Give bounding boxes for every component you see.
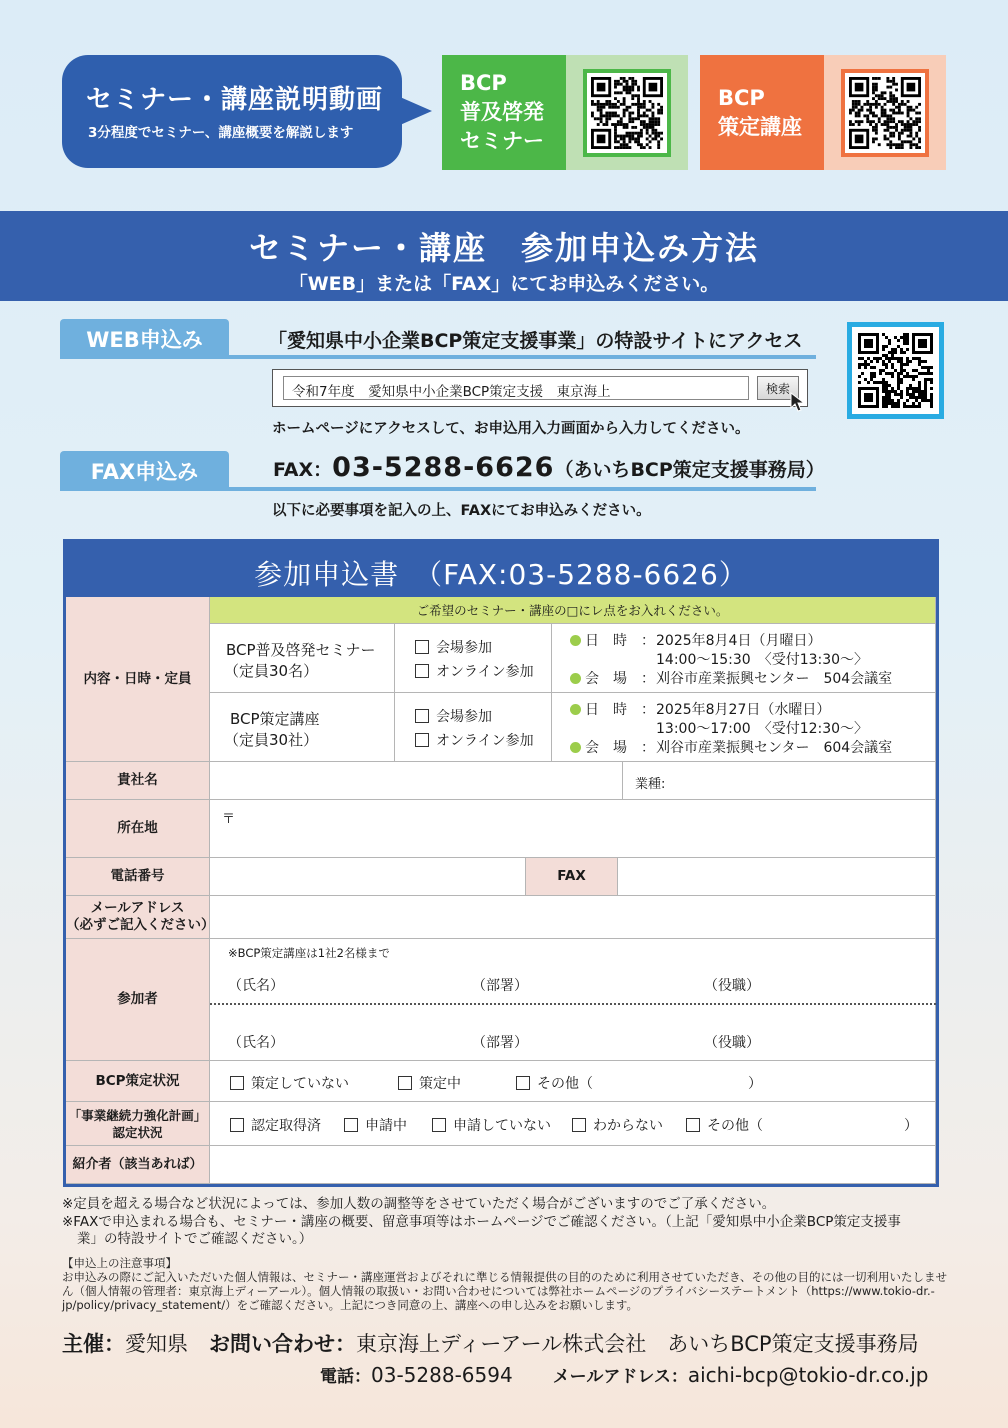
participants-note: ※BCP策定講座は1社2名様まで [228, 946, 390, 960]
checkbox[interactable] [516, 1076, 530, 1090]
fax-instruction: 以下に必要事項を記入の上、FAXにてお申込みください。 [272, 503, 651, 519]
note-2a: ※FAXで申込まれる場合も、セミナー・講座の概要、留意事項等はホームページでご確認ください。（上記「愛知県中小企業BCP策定支援事 [62, 1214, 901, 1230]
seminar-venue: 刈谷市産業振興センター 504会議室 [656, 671, 893, 687]
content-label: 内容・日時・定員 [66, 597, 210, 762]
address-label: 所在地 [66, 800, 210, 858]
postal-mark: 〒 [222, 812, 236, 827]
caution-title: 【申込上の注意事項】 [62, 1256, 177, 1270]
course-venue: 刈谷市産業振興センター 604会議室 [656, 740, 893, 756]
seminar-detail-cell: 日 時 ： 2025年8月4日（月曜日） 14:00〜15:30 〈受付13:30〜〉 会 場 ： 刈谷市産業振興センター 504会議室 [552, 624, 936, 693]
fax-field-label: FAX [526, 858, 618, 896]
bcp-status-option-2[interactable]: 策定中 [398, 1073, 461, 1093]
checkbox[interactable] [572, 1118, 586, 1132]
plan-option-3[interactable]: 申請していない [432, 1115, 551, 1135]
bcp-status-close: ） [748, 1076, 762, 1092]
plan-option-5[interactable]: その他（ [686, 1115, 763, 1135]
course-name: BCP策定講座 [230, 710, 320, 728]
fax-line [273, 452, 825, 483]
web-instruction: ホームページにアクセスして、お申込用入力画面から入力してください。 [272, 421, 750, 437]
video-title: セミナー・講座説明動画 [86, 85, 384, 115]
seminar-onsite-option[interactable]: 会場参加 [415, 637, 492, 657]
course-detail-cell: 日 時 ： 2025年8月27日（水曜日） 13:00〜17:00 〈受付12:30〜〉 会 場 ： 刈谷市産業振興センター 604会議室 [552, 693, 936, 762]
fax-number: 03-5288-6626 [332, 452, 555, 483]
application-form [63, 539, 939, 1187]
web-heading: 「愛知県中小企業BCP策定支援事業」の特設サイトにアクセス [268, 330, 803, 352]
course-qr-code-icon[interactable] [841, 69, 929, 157]
form-header [66, 542, 936, 597]
seminar-time: 14:00〜15:30 〈受付13:30〜〉 [656, 652, 869, 668]
plan-certification-label: 「事業継続力強化計画」 認定状況 [66, 1102, 210, 1146]
checkbox[interactable] [398, 1076, 412, 1090]
video-callout [62, 55, 402, 168]
seminar-qr-area [566, 55, 688, 170]
course-onsite-option[interactable]: 会場参加 [415, 706, 492, 726]
course-name-cell [210, 693, 395, 762]
fax-divider [60, 487, 816, 491]
course-options-cell [395, 693, 552, 762]
video-subtitle: 3分程度でセミナー、講座概要を解説します [88, 125, 354, 141]
participants-field[interactable] [210, 939, 936, 1061]
checkbox[interactable] [344, 1118, 358, 1132]
participant-2-role: （役職） [704, 1035, 760, 1051]
email-label: メールアドレス （必ずご記入ください） [66, 896, 210, 939]
participant-2-name: （氏名） [228, 1035, 284, 1051]
web-apply-pill: WEB申込み [60, 319, 229, 359]
fax-organization: （あいちBCP策定支援事務局） [554, 459, 825, 481]
plan-option-2[interactable]: 申請中 [344, 1115, 407, 1135]
note-2b: 業」の特設サイトでご確認ください。） [77, 1231, 313, 1247]
checkbox[interactable] [230, 1076, 244, 1090]
search-input[interactable]: 令和7年度 愛知県中小企業BCP策定支援 東京海上 [283, 376, 749, 400]
course-capacity: （定員30社） [224, 731, 319, 749]
checkbox[interactable] [415, 664, 429, 678]
bcp-status-label: BCP策定状況 [66, 1061, 210, 1102]
address-field[interactable] [210, 800, 936, 858]
bullet-icon [570, 704, 581, 715]
checkbox[interactable] [432, 1118, 446, 1132]
phone-field[interactable] [210, 858, 526, 896]
fax-label: FAX： [273, 459, 333, 481]
mouse-cursor-icon [790, 392, 806, 412]
phone-label: 電話番号 [66, 858, 210, 896]
referrer-field[interactable] [210, 1146, 936, 1184]
course-date: 2025年8月27日（水曜日） [656, 702, 831, 718]
form-hint: ご希望のセミナー・講座の□にレ点をお入れください。 [210, 597, 936, 624]
form-title: 参加申込書 （FAX:03-5288-6626） [254, 558, 748, 591]
company-field[interactable] [210, 762, 623, 800]
caution-line-1: お申込みの際にご記入いただいた個人情報は、セミナー・講座運営およびそれに準じる情報提供の目的のために利用させていただき、その他の目的には一切利用いたしませ [62, 1270, 948, 1284]
participant-1-role: （役職） [704, 978, 760, 994]
industry-label: 業種: [635, 777, 666, 792]
bcp-status-option-1[interactable]: 策定していない [230, 1073, 349, 1093]
fax-apply-pill: FAX申込み [60, 451, 229, 491]
seminar-qr-code-icon[interactable] [583, 69, 671, 157]
search-button[interactable]: 検索 [757, 376, 799, 400]
fax-field[interactable] [618, 858, 936, 896]
industry-field[interactable] [623, 762, 936, 800]
checkbox[interactable] [415, 709, 429, 723]
company-label: 貴社名 [66, 762, 210, 800]
contact-name: 東京海上ディーアール株式会社 あいちBCP策定支援事務局 [356, 1332, 919, 1356]
course-time: 13:00〜17:00 〈受付12:30〜〉 [656, 721, 869, 737]
search-bar [272, 369, 808, 407]
plan-option-4[interactable]: わからない [572, 1115, 663, 1135]
seminar-capacity: （定員30名） [224, 662, 319, 680]
plan-option-1[interactable]: 認定取得済 [230, 1115, 321, 1135]
bullet-icon [570, 635, 581, 646]
course-qr-area [824, 55, 946, 170]
seminar-video-card[interactable] [442, 55, 688, 170]
seminar-name: BCP普及啓発セミナー [226, 641, 376, 659]
checkbox[interactable] [415, 640, 429, 654]
seminar-online-option[interactable]: オンライン参加 [415, 661, 534, 681]
checkbox[interactable] [686, 1118, 700, 1132]
bcp-status-field [210, 1061, 936, 1102]
course-video-card[interactable] [700, 55, 946, 170]
footer-contact: 電話：03-5288-6594 メールアドレス：aichi-bcp@tokio-dr.co.jp [320, 1363, 929, 1387]
bullet-icon [570, 673, 581, 684]
web-qr-code-icon[interactable] [847, 322, 944, 419]
plan-certification-field [210, 1102, 936, 1146]
seminar-card-label: BCP 普及啓発 セミナー [442, 55, 566, 170]
email-field[interactable] [210, 896, 936, 939]
contact-tel[interactable]: 03-5288-6594 [371, 1363, 513, 1387]
footer-organizers: 主催：愛知県 お問い合わせ：東京海上ディーアール株式会社 あいちBCP策定支援事務局 [62, 1332, 919, 1356]
checkbox[interactable] [415, 733, 429, 747]
section-title: セミナー・講座 参加申込み方法 [248, 229, 759, 267]
caution-line-3: jp/policy/privacy_statement/）をご確認ください。上記につき同意の上、講座への申し込みをお願いします。 [62, 1298, 638, 1312]
plan-close: ） [904, 1118, 918, 1134]
course-online-option[interactable]: オンライン参加 [415, 730, 534, 750]
caution-line-2: ん（個人情報の管理者：東京海上ディーアール）。個人情報の取扱い・お問い合わせについては弊社ホームページのプライバシーステートメント（https://www.tokio-dr.- [62, 1284, 935, 1298]
checkbox[interactable] [230, 1118, 244, 1132]
section-subtitle: 「WEB」または「FAX」にてお申込みください。 [288, 273, 720, 295]
seminar-date: 2025年8月4日（月曜日） [656, 633, 822, 649]
participant-divider [210, 1003, 936, 1005]
seminar-name-cell [210, 624, 395, 693]
note-1: ※定員を超える場合など状況によっては、参加人数の調整等をさせていただく場合がございますのでご了承ください。 [62, 1196, 776, 1212]
seminar-options-cell [395, 624, 552, 693]
participant-1-dept: （部署） [472, 978, 528, 994]
bcp-status-option-3[interactable]: その他（ [516, 1073, 593, 1093]
participant-2-dept: （部署） [472, 1035, 528, 1051]
participants-label: 参加者 [66, 939, 210, 1061]
course-card-label: BCP 策定講座 [700, 55, 824, 170]
bullet-icon [570, 742, 581, 753]
host-name: 愛知県 [125, 1332, 188, 1356]
participant-1-name: （氏名） [228, 978, 284, 994]
web-divider [60, 355, 816, 359]
referrer-label: 紹介者（該当あれば） [66, 1146, 210, 1184]
contact-email[interactable]: aichi-bcp@tokio-dr.co.jp [687, 1363, 929, 1387]
section-band [0, 211, 1008, 301]
